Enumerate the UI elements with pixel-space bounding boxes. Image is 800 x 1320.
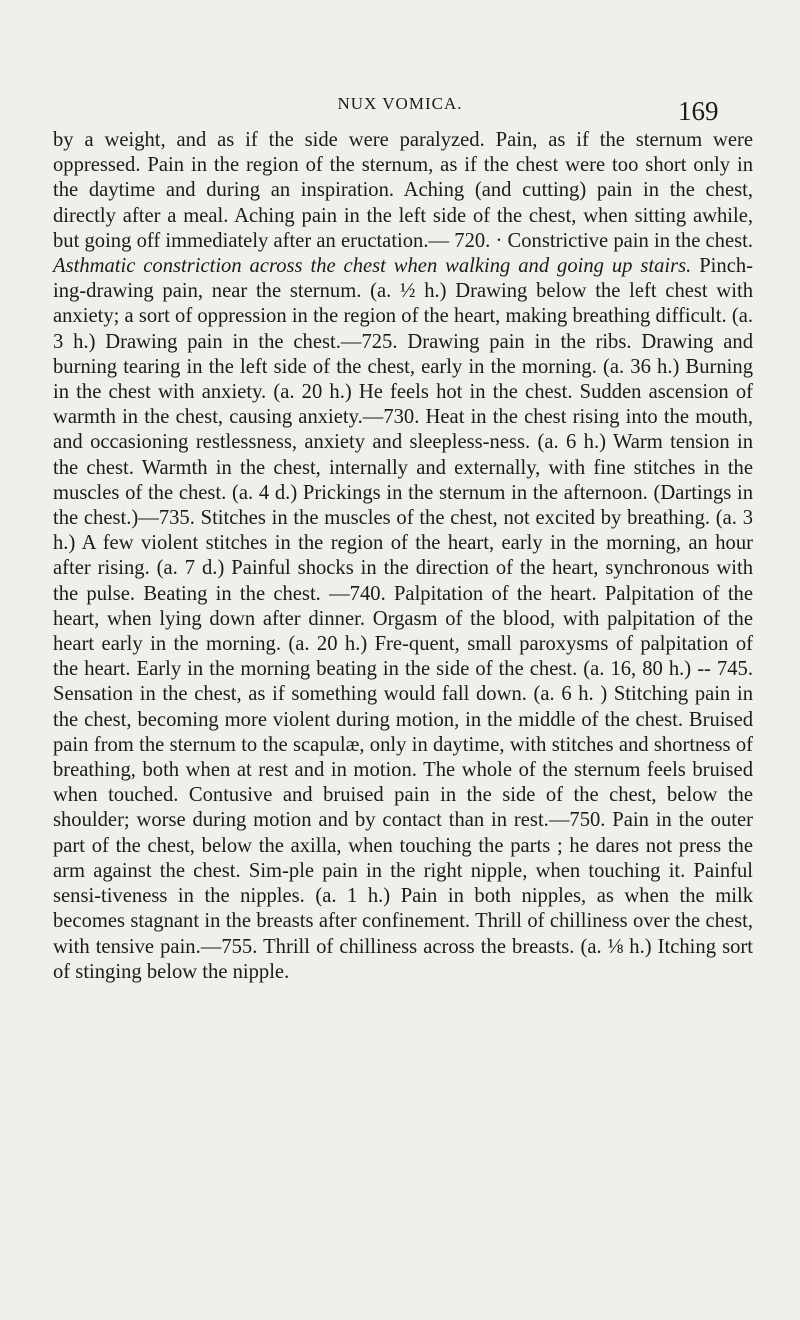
body-text-segment: Pinch-ing-drawing pain, near the sternum. (a. ½ h.) Drawing below the left chest with anxiety; a sort of oppression in the region of the heart, making breathing difficult. (a. 3 h.) Drawing pain in the chest.—725. Drawing pain in the ribs. Drawing and burning tearing in the left side of the chest, early in the morning. (a. 36 h.) Burning in the chest with anxiety. (a. 20 h.) He feels hot in the chest. Sudden ascension of warmth in the chest, causing anxiety.—730. Heat in the chest rising into the mouth, and occasioning restlessness, anxiety and sleepless-ness. (a. 6 h.) Warm tension in the chest. Warmth in the chest, internally and externally, with fine stitches in the muscles of the chest. (a. 4 d.) Prickings in the sternum in the afternoon. (Dartings in the chest.)—735. Stitches in the muscles of the chest, not excited by breathing. (a. 3 h.) A few violent stitches in the region of the heart, early in the morning, an hour after rising. (a. 7 d.) Painful shocks in the direction of the heart, synchronous with the pulse. Beating in the chest. —740. Palpitation of the heart. Palpitation of the heart, when lying down after dinner. Orgasm of the blood, with palpitation of the heart early in the morning. (a. 20 h.) Fre-quent, small paroxysms of palpitation of the heart. Early in the morning beating in the side of the chest. (a. 16, 80 h.) -- 745. Sensation in the chest, as if something would fall down. (a. 6 h. ) Stitching pain in the chest, becoming more violent during motion, in the middle of the chest. Bruised pain from the sternum to the scapulæ, only in daytime, with stitches and shortness of breathing, both when at rest and in motion. The whole of the sternum feels bruised when touched. Contusive and bruised pain in the side of the chest, below the shoulder; worse during motion and by contact than in rest.—750. Pain in the outer part of the chest, below the axilla, when touching the parts ; he dares not press the arm against the chest. Sim-ple pain in the right nipple, when touching it. Painful sensi-tiveness in the nipples. (a. 1 h.) Pain in both nipples, as when the milk becomes stagnant in the breasts after confinement. Thrill of chilliness over the chest, with tensive pain.—755. Thrill of chilliness across the breasts. (a. ⅛ h.) Itching sort of stinging below the nipple. — [53, 255, 753, 983]
body-text-segment: by a weight, and as if the side were paralyzed. Pain, as if the sternum were oppressed. Pain in the region of the sternum, as if the chest were too short only in the daytime and during an inspiration. Aching (and cutting) pain in the chest, directly after a meal. Aching pain in the left side of the chest, when sitting awhile, but going off immediately after an eructation.— 720. · Constrictive pain in the chest. — [53, 129, 753, 252]
running-title: NUX VOMICA. — [337, 94, 463, 113]
italic-phrase: Asthmatic constriction across the chest when walking and going up stairs. — [53, 255, 692, 278]
body-paragraph — [53, 128, 753, 985]
page-number: 169 — [678, 96, 719, 126]
